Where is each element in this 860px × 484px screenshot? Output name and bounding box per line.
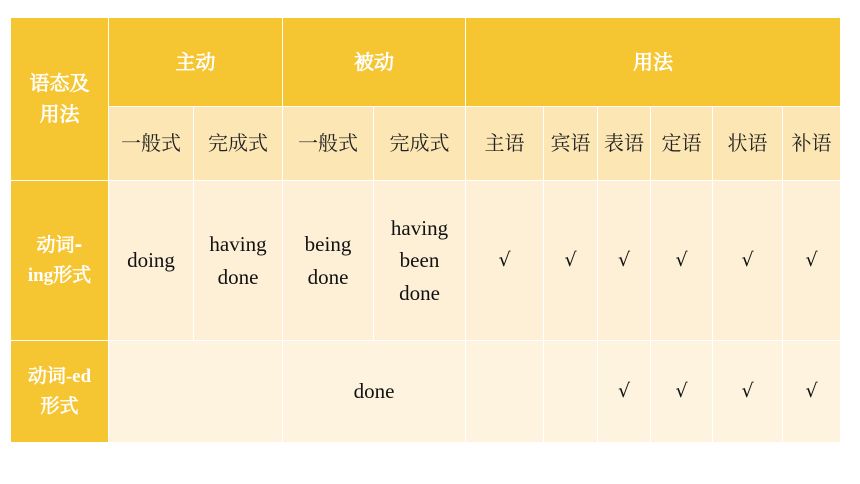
passive-general-subheader: 一般式 — [283, 107, 374, 181]
ing-form-row — [11, 181, 841, 341]
ing-subject-check: √ — [466, 181, 544, 341]
usage-adverbial-subheader: 状语 — [713, 107, 783, 181]
ed-form-row — [11, 341, 841, 443]
ing-label-line1: 动词- — [36, 234, 83, 257]
ed-passive-cell: done — [283, 341, 466, 443]
usage-complement-subheader: 补语 — [783, 107, 841, 181]
ing-predicative-check: √ — [598, 181, 651, 341]
usage-subject-subheader: 主语 — [466, 107, 544, 181]
ing-adverbial-check: √ — [713, 181, 783, 341]
corner-header-line2: 用法 — [39, 102, 80, 126]
usage-header: 用法 — [466, 18, 841, 107]
passive-voice-header: 被动 — [283, 18, 466, 107]
active-general-subheader: 一般式 — [109, 107, 194, 181]
ing-active-general-cell: doing — [109, 181, 194, 341]
usage-predicative-subheader: 表语 — [598, 107, 651, 181]
ing-active-perfect-cell: having done — [194, 181, 283, 341]
ing-passive-general-cell: being done — [283, 181, 374, 341]
ed-active-empty-cell — [109, 341, 283, 443]
ed-object-check — [544, 341, 598, 443]
active-voice-header: 主动 — [109, 18, 283, 107]
ed-subject-check — [466, 341, 544, 443]
ing-object-check: √ — [544, 181, 598, 341]
ed-adverbial-check: √ — [713, 341, 783, 443]
ed-complement-check: √ — [783, 341, 841, 443]
passive-perfect-subheader: 完成式 — [374, 107, 466, 181]
ed-predicative-check: √ — [598, 341, 651, 443]
ed-attributive-check: √ — [651, 341, 713, 443]
ing-form-label — [11, 181, 109, 341]
ing-passive-perfect-cell: having been done — [374, 181, 466, 341]
ing-attributive-check: √ — [651, 181, 713, 341]
subheader-row — [11, 107, 841, 181]
corner-header — [11, 18, 109, 181]
ed-label-line1: 动词-ed — [27, 365, 92, 388]
corner-header-line1: 语态及 — [29, 71, 90, 95]
ed-form-label — [11, 341, 109, 443]
ing-complement-check: √ — [783, 181, 841, 341]
usage-object-subheader: 宾语 — [544, 107, 598, 181]
header-row — [11, 18, 841, 107]
active-perfect-subheader: 完成式 — [194, 107, 283, 181]
grammar-table — [10, 17, 841, 443]
ing-label-line2: ing形式 — [27, 263, 92, 286]
usage-attributive-subheader: 定语 — [651, 107, 713, 181]
ed-label-line2: 形式 — [40, 394, 79, 417]
